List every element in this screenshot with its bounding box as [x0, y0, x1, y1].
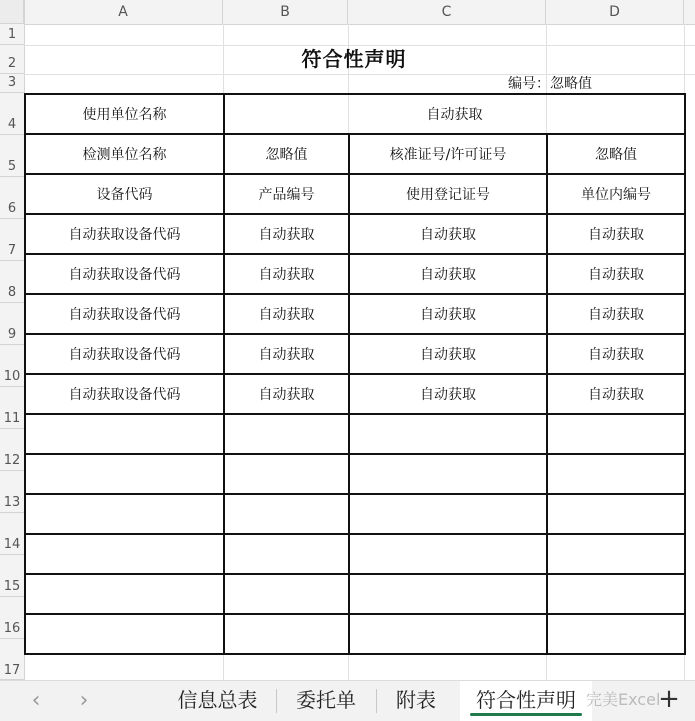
cell[interactable] [25, 414, 224, 454]
row-header-3[interactable]: 3 [0, 74, 24, 93]
column-header-a[interactable]: A [24, 0, 223, 24]
cell[interactable] [224, 534, 349, 574]
tab-divider [276, 689, 277, 713]
row-header-15[interactable]: 15 [0, 555, 24, 597]
cell[interactable] [349, 494, 547, 534]
cell[interactable] [349, 574, 547, 614]
cell[interactable] [547, 534, 685, 574]
table-row [25, 294, 685, 334]
cell[interactable]: 自动获取 [224, 294, 349, 334]
row-header-11[interactable]: 11 [0, 387, 24, 429]
row-header-13[interactable]: 13 [0, 471, 24, 513]
cell[interactable] [547, 494, 685, 534]
document-number: 编号：忽略值 [508, 76, 592, 92]
tab-declaration-label: 符合性声明 [476, 688, 576, 712]
chevron-right-icon[interactable]: › [79, 688, 89, 713]
cell[interactable] [349, 454, 547, 494]
cell[interactable]: 自动获取 [547, 214, 685, 254]
cell[interactable]: 自动获取 [224, 214, 349, 254]
header-product-number[interactable]: 产品编号 [224, 174, 349, 214]
cell[interactable] [224, 494, 349, 534]
cell-user-unit-value[interactable]: 自动获取 [224, 94, 685, 134]
cell[interactable]: 自动获取设备代码 [25, 294, 224, 334]
watermark: 完美Excel [586, 690, 661, 709]
cell-user-unit-label[interactable]: 使用单位名称 [25, 94, 224, 134]
cell[interactable]: 自动获取 [224, 254, 349, 294]
cell[interactable]: 自动获取 [349, 294, 547, 334]
cell[interactable]: 自动获取设备代码 [25, 214, 224, 254]
cell-license-value[interactable]: 忽略值 [547, 134, 685, 174]
row-header-8[interactable]: 8 [0, 261, 24, 303]
row-header-1[interactable]: 1 [0, 24, 24, 45]
cell[interactable] [25, 494, 224, 534]
cell[interactable] [25, 574, 224, 614]
plus-icon[interactable]: + [658, 684, 680, 714]
table-row [25, 254, 685, 294]
cell-license-label[interactable]: 核准证号/许可证号 [349, 134, 547, 174]
table-row [25, 334, 685, 374]
row-header-12[interactable]: 12 [0, 429, 24, 471]
table-row-empty [25, 454, 685, 494]
row-header-10[interactable]: 10 [0, 345, 24, 387]
cell[interactable] [25, 454, 224, 494]
cell[interactable]: 自动获取 [349, 374, 547, 414]
header-internal-number[interactable]: 单位内编号 [547, 174, 685, 214]
cell[interactable] [547, 454, 685, 494]
cell[interactable]: 自动获取设备代码 [25, 374, 224, 414]
tab-declaration[interactable] [460, 681, 592, 721]
cell[interactable] [25, 614, 224, 654]
cell[interactable] [349, 414, 547, 454]
cell[interactable]: 自动获取 [547, 254, 685, 294]
row-header-17[interactable]: 17 [0, 639, 24, 680]
row-header-14[interactable]: 14 [0, 513, 24, 555]
row-header-9[interactable]: 9 [0, 303, 24, 345]
row-header-5[interactable]: 5 [0, 135, 24, 177]
cell[interactable]: 自动获取 [224, 374, 349, 414]
cell[interactable] [547, 414, 685, 454]
table-row-empty [25, 614, 685, 654]
row-header-2[interactable]: 2 [0, 45, 24, 74]
cell[interactable]: 自动获取 [547, 294, 685, 334]
row-header-16[interactable]: 16 [0, 597, 24, 639]
table-row [25, 374, 685, 414]
table-row-empty [25, 414, 685, 454]
table-row-empty [25, 574, 685, 614]
cell[interactable]: 自动获取 [547, 374, 685, 414]
row-header-7[interactable]: 7 [0, 219, 24, 261]
column-header-c[interactable]: C [348, 0, 546, 24]
tab-appendix[interactable]: 附表 [396, 688, 436, 712]
cell[interactable] [25, 534, 224, 574]
cell[interactable]: 自动获取 [547, 334, 685, 374]
table-row-empty [25, 534, 685, 574]
cell[interactable] [224, 614, 349, 654]
header-equipment-code[interactable]: 设备代码 [25, 174, 224, 214]
table-row-empty [25, 494, 685, 534]
cell[interactable]: 自动获取 [349, 214, 547, 254]
cell-inspection-unit-value[interactable]: 忽略值 [224, 134, 349, 174]
cell[interactable] [349, 614, 547, 654]
row-header-6[interactable]: 6 [0, 177, 24, 219]
cell[interactable] [349, 534, 547, 574]
cell[interactable]: 自动获取设备代码 [25, 254, 224, 294]
cell[interactable]: 自动获取 [349, 334, 547, 374]
cell[interactable]: 自动获取 [224, 334, 349, 374]
page-title: 符合性声明 [301, 47, 407, 71]
row-header-4[interactable]: 4 [0, 93, 24, 135]
tab-divider [376, 689, 377, 713]
declaration-table [24, 93, 686, 655]
tab-info-summary[interactable]: 信息总表 [177, 688, 258, 712]
cell[interactable]: 自动获取设备代码 [25, 334, 224, 374]
cell[interactable] [547, 614, 685, 654]
cell[interactable] [224, 414, 349, 454]
chevron-left-icon[interactable]: ‹ [31, 688, 41, 713]
gridline [24, 74, 695, 75]
select-all-corner[interactable] [0, 0, 24, 24]
table-row [25, 214, 685, 254]
column-header-d[interactable]: D [546, 0, 684, 24]
cell-inspection-unit-label[interactable]: 检测单位名称 [25, 134, 224, 174]
header-registration-number[interactable]: 使用登记证号 [349, 174, 547, 214]
column-header-b[interactable]: B [223, 0, 348, 24]
cell[interactable]: 自动获取 [349, 254, 547, 294]
active-tab-indicator [470, 713, 582, 716]
tab-commission[interactable]: 委托单 [296, 688, 356, 712]
cell[interactable] [224, 574, 349, 614]
cell[interactable] [224, 454, 349, 494]
cell[interactable] [547, 574, 685, 614]
